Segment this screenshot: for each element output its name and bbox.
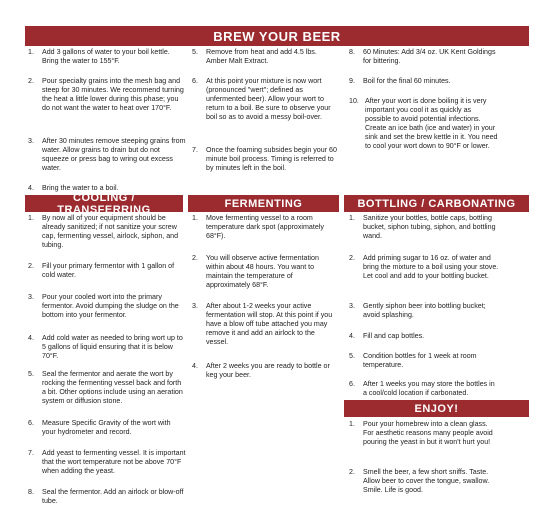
- brew-step-8: [349, 48, 499, 66]
- cooling-step-1: [28, 214, 186, 250]
- step-num: 3.: [349, 302, 355, 310]
- bottling-step-1: [349, 214, 499, 241]
- step-text: Pour specialty grains into the mesh bag and steep for 30 minutes. We recommend turning the heat a little lower during this phase; you do not want the water to heat over 170°F.: [42, 77, 184, 112]
- step-text: After your wort is done boiling it is very important you cool it as quickly as possible to avoid potential infections. Create an ice bath (ice and water) in your sink and set the brew kettle in it. You need to cool your wort down to 90°F or lower.: [365, 97, 498, 150]
- step-text: Pour your homebrew into a clean glass. For aesthetic reasons many people avoid pouring the yeast in but it won't hurt you!: [363, 420, 493, 446]
- step-num: 7.: [28, 449, 34, 457]
- step-text: Sanitize your bottles, bottle caps, bottling bucket, siphon tubing, siphon, and bottling wand.: [363, 214, 496, 240]
- step-num: 5.: [349, 352, 355, 360]
- brew-title: BREW YOUR BEER: [213, 28, 341, 44]
- cooling-step-5: [28, 370, 186, 406]
- bottling-step-5: [349, 352, 499, 370]
- step-text: You will observe active fermentation within about 48 hours. You want to maintain the temperature of approximately 68°F.: [206, 254, 319, 289]
- step-text: Fill your primary fermentor with 1 gallon of cold water.: [42, 262, 175, 279]
- fermenting-step-2: [192, 254, 337, 290]
- cooling-banner: [25, 191, 183, 216]
- cooling-step-4: [28, 334, 186, 361]
- step-num: 8.: [28, 488, 34, 496]
- step-text: After 1 weeks you may store the bottles in a cool/cold location if carbonated.: [363, 380, 495, 397]
- cooling-step-8: [28, 488, 186, 506]
- bottling-step-4: [349, 332, 499, 341]
- fermenting-step-4: [192, 362, 337, 380]
- brew-step-2: [28, 77, 186, 113]
- step-text: Remove from heat and add 4.5 lbs. Amber Malt Extract.: [206, 48, 317, 65]
- brew-step-5: [192, 48, 337, 66]
- step-num: 1.: [28, 214, 34, 222]
- enjoy-step-1: [349, 420, 499, 447]
- step-text: Bring the water to a boil.: [42, 184, 119, 192]
- bottling-step-3: [349, 302, 499, 320]
- bottling-banner: [344, 195, 529, 212]
- step-text: At this point your mixture is now wort (pronounced "wert"; defined as unfermented beer). Allow your wort to return to a boil. Be sure to observe your boil so as to avoid a messy boil-over.: [206, 77, 331, 121]
- step-num: 2.: [192, 254, 198, 262]
- step-num: 3.: [192, 302, 198, 310]
- step-num: 2.: [28, 77, 34, 85]
- step-text: Add yeast to fermenting vessel. It is important that the wort temperature not be above 70°F when adding the yeast.: [42, 449, 186, 475]
- step-text: Boil for the final 60 minutes.: [363, 77, 451, 85]
- step-num: 7.: [192, 146, 198, 154]
- step-num: 6.: [349, 380, 355, 388]
- step-num: 4.: [349, 332, 355, 340]
- cooling-step-7: [28, 449, 186, 476]
- step-text: 60 Minutes: Add 3/4 oz. UK Kent Goldings for bittering.: [363, 48, 496, 65]
- enjoy-step-2: [349, 468, 499, 495]
- step-text: Measure Specific Gravity of the wort with your hydrometer and record.: [42, 419, 171, 436]
- step-num: 1.: [28, 48, 34, 56]
- enjoy-title: ENJOY!: [414, 402, 459, 415]
- step-text: Condition bottles for 1 week at room temperature.: [363, 352, 477, 369]
- step-text: Pour your cooled wort into the primary fermentor. Avoid dumping the sludge on the bottom into your fermentor.: [42, 293, 179, 319]
- step-text: Seal the fermentor. Add an airlock or blow-off tube.: [42, 488, 184, 505]
- cooling-step-3: [28, 293, 186, 320]
- bottling-step-6: [349, 380, 499, 398]
- step-num: 5.: [192, 48, 198, 56]
- brew-step-7: [192, 146, 337, 173]
- brew-step-9: [349, 77, 499, 86]
- step-text: Add priming sugar to 16 oz. of water and bring the mixture to a boil using your stove. Let cool and add to your bottling bucket.: [363, 254, 499, 280]
- step-num: 8.: [349, 48, 355, 56]
- step-text: Add 3 gallons of water to your boil kettle. Bring the water to 155°F.: [42, 48, 170, 65]
- fermenting-step-1: [192, 214, 337, 241]
- step-num: 4.: [192, 362, 198, 370]
- brew-step-6: [192, 77, 337, 122]
- cooling-step-2: [28, 262, 186, 280]
- step-num: 4.: [28, 184, 34, 192]
- step-num: 1.: [192, 214, 198, 222]
- step-text: Once the foaming subsides begin your 60 minute boil process. Timing is referred to by minutes left in the boil.: [206, 146, 337, 172]
- step-text: Move fermenting vessel to a room temperature dark spot (approximately 68°F).: [206, 214, 324, 240]
- step-text: Smell the beer, a few short sniffs. Taste. Allow beer to cover the tongue, swallow. Smile. Life is good.: [363, 468, 490, 494]
- fermenting-step-3: [192, 302, 337, 347]
- step-text: After 2 weeks you are ready to bottle or keg your beer.: [206, 362, 330, 379]
- step-num: 4.: [28, 334, 34, 342]
- step-num: 5.: [28, 370, 34, 378]
- step-text: After 30 minutes remove steeping grains from water. Allow grains to drain but do not squeeze or press bag to wring out excess water.: [42, 137, 186, 172]
- step-text: Add cold water as needed to bring wort up to 5 gallons of liquid ensuring that it is below 70°F.: [42, 334, 183, 360]
- brew-banner: [25, 26, 529, 46]
- step-text: By now all of your equipment should be already sanitized; if not sanitize your screw cap, fermenting vessel, airlock, siphon, and tubing.: [42, 214, 179, 249]
- step-num: 3.: [28, 137, 34, 145]
- fermenting-title: FERMENTING: [224, 197, 303, 210]
- bottling-step-2: [349, 254, 499, 281]
- step-num: 6.: [28, 419, 34, 427]
- step-num: 1.: [349, 214, 355, 222]
- brew-step-10: [349, 97, 499, 151]
- cooling-title: COOLING / TRANSFERRING: [57, 191, 151, 216]
- step-num: 3.: [28, 293, 34, 301]
- step-num: 9.: [349, 77, 355, 85]
- step-num: 2.: [28, 262, 34, 270]
- step-text: After about 1-2 weeks your active fermentation will stop. At this point if you have a blow off tube attached you may remove it and add an airlock to the vessel.: [206, 302, 333, 346]
- step-text: Gently siphon beer into bottling bucket; avoid splashing.: [363, 302, 486, 319]
- step-num: 2.: [349, 254, 355, 262]
- enjoy-banner: [344, 400, 529, 417]
- step-num: 1.: [349, 420, 355, 428]
- step-num: 10.: [349, 97, 359, 105]
- brew-step-1: [28, 48, 186, 66]
- fermenting-banner: [188, 195, 339, 212]
- step-text: Seal the fermentor and aerate the wort by rocking the fermenting vessel back and forth a bit. Other options include using an aeration system or diffusion stone.: [42, 370, 183, 405]
- brew-step-3: [28, 137, 186, 173]
- step-text: Fill and cap bottles.: [363, 332, 425, 340]
- step-num: 2.: [349, 468, 355, 476]
- cooling-step-6: [28, 419, 186, 437]
- bottling-title: BOTTLING / CARBONATING: [357, 197, 516, 210]
- step-num: 6.: [192, 77, 198, 85]
